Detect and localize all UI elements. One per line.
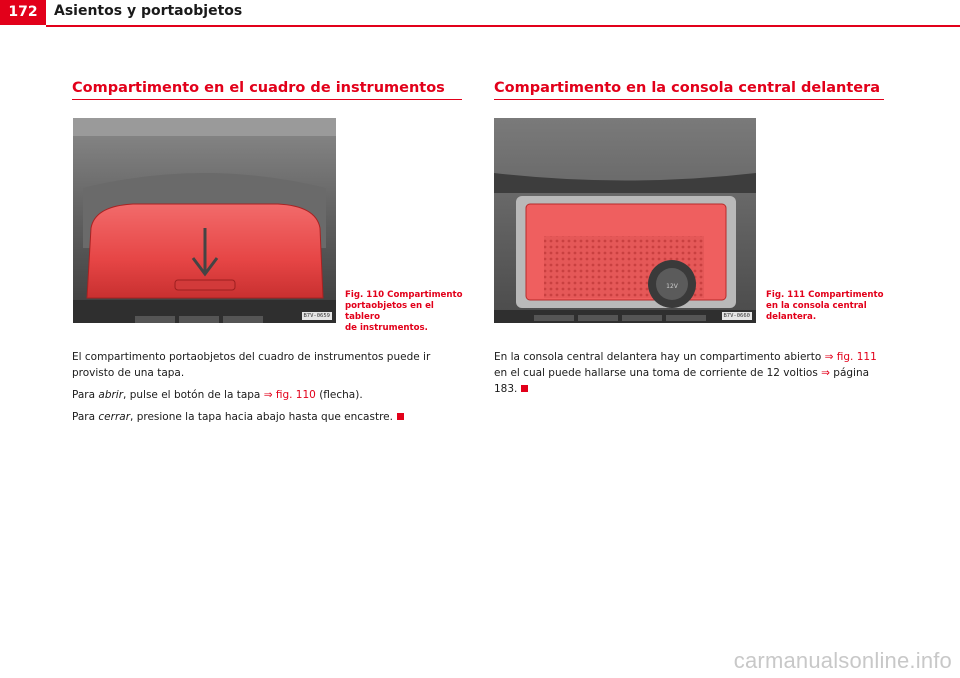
right-body-text [494,349,886,403]
caption-line: en la consola central [766,301,867,311]
header-rule [46,25,960,27]
section-title-center-console-compartment: Compartimento en la consola central delantera [494,80,884,100]
figure-code-label: B7V-0659 [303,313,330,319]
left-body-text [72,349,467,431]
page-number: 172 [0,0,46,25]
figure-reference-link[interactable]: ⇒ fig. 111 [824,351,877,363]
figure-code-label: B7V-0660 [723,313,750,319]
socket-label: 12V [666,283,678,290]
paragraph: El compartimento portaobjetos del cuadro de instrumentos puede ir provisto de una tapa. [72,351,431,379]
caption-line: portaobjetos en el tablero [345,301,434,322]
section-end-marker [397,413,404,420]
caption-line: delantera. [766,312,817,322]
figure-111-console-compartment [494,118,756,323]
figure-reference-link[interactable]: ⇒ fig. 110 [263,389,316,401]
paragraph: Para abrir, pulse el botón de la tapa ⇒ fig. 110 (flecha). [72,389,363,401]
caption-line: Fig. 110 Compartimento [345,290,463,300]
section-title-instrument-compartment: Compartimento en el cuadro de instrumentos [72,80,462,100]
section-end-marker [521,385,528,392]
caption-line: de instrumentos. [345,323,428,333]
figure-110-dashboard-compartment [73,118,336,323]
page-header-title: Asientos y portaobjetos [54,3,243,19]
caption-line: Fig. 111 Compartimento [766,290,884,300]
paragraph: En la consola central delantera hay un compartimento abierto ⇒ fig. 111 en el cual puede hallarse una toma de corriente de 12 voltios ⇒ página 183. [494,351,877,395]
paragraph: Para cerrar, presione la tapa hacia abajo hasta que encastre. [72,409,467,425]
console-compartment-illustration [494,118,756,323]
watermark: carmanualsonline.info [733,648,952,673]
page-reference-arrow[interactable]: ⇒ [821,367,830,379]
figure-110-caption [345,290,470,334]
figure-111-caption [766,290,891,323]
dashboard-compartment-illustration [73,118,336,323]
